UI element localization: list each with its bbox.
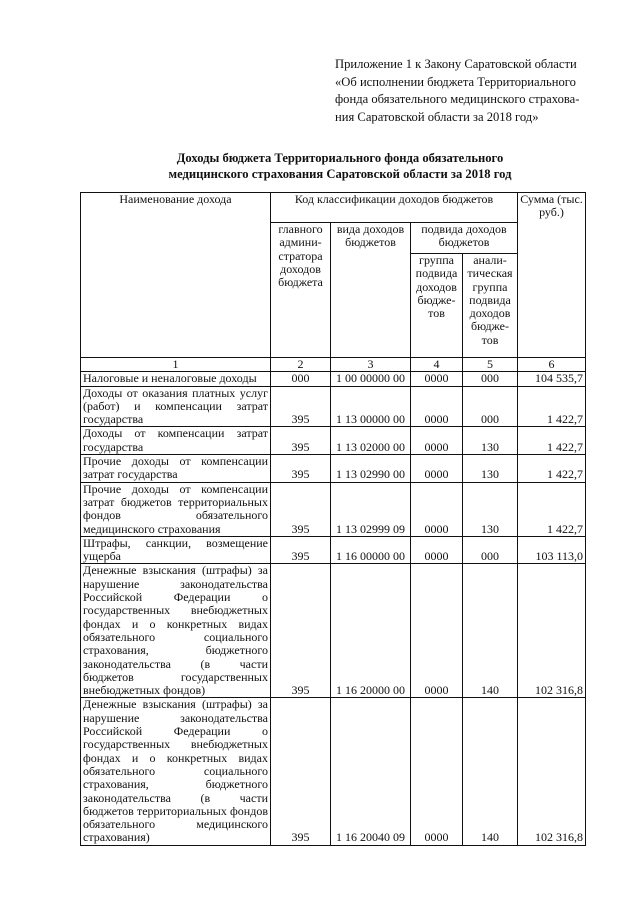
header-row — [81, 193, 586, 223]
income-table — [80, 192, 586, 846]
income-name: Денежные взыскания (штрафы) за нарушение законодательства Российской Федерации о государственных внебюджетных фондах и о конкретных видах обязательного социального страхования, бюджетного законодательства (в части бюджетов государственных внебюджетных фондов) — [81, 564, 271, 698]
analytic-code: 000 — [463, 386, 518, 427]
header-sum: Сумма (тыс. руб.) — [518, 193, 586, 358]
income-name: Прочие доходы от компенсации затрат государства — [81, 455, 271, 483]
sum-value: 1 422,7 — [518, 386, 586, 427]
admin-code: 395 — [271, 386, 331, 427]
group-code: 0000 — [411, 386, 463, 427]
kind-code: 1 00 00000 00 — [331, 372, 411, 386]
admin-code: 395 — [271, 482, 331, 536]
analytic-code: 000 — [463, 372, 518, 386]
appendix-line: «Об исполнении бюджета Территориального — [335, 74, 576, 89]
income-name: Штрафы, санкции, возмещение ущерба — [81, 536, 271, 564]
table-row — [81, 536, 586, 564]
header-admin: главного админи- стратора доходов бюджета — [271, 223, 331, 358]
group-code: 0000 — [411, 564, 463, 698]
column-number: 4 — [411, 358, 463, 372]
header-analytic: анали- тическая группа подвида доходов бюдже- тов — [463, 254, 518, 358]
sum-value: 102 316,8 — [518, 564, 586, 698]
group-code: 0000 — [411, 482, 463, 536]
title-line: Доходы бюджета Территориального фонда обязательного — [176, 151, 504, 165]
group-code: 0000 — [411, 698, 463, 845]
column-number: 5 — [463, 358, 518, 372]
sum-value: 102 316,8 — [518, 698, 586, 845]
table-row — [81, 482, 586, 536]
header-subkind: подвида доходов бюджетов — [411, 223, 518, 254]
column-number: 6 — [518, 358, 586, 372]
sum-value: 1 422,7 — [518, 455, 586, 483]
sum-value: 103 113,0 — [518, 536, 586, 564]
admin-code: 000 — [271, 372, 331, 386]
group-code: 0000 — [411, 372, 463, 386]
kind-code: 1 16 20040 09 — [331, 698, 411, 845]
kind-code: 1 16 20000 00 — [331, 564, 411, 698]
admin-code: 395 — [271, 427, 331, 455]
column-number-row — [81, 358, 586, 372]
appendix-line: ния Саратовской области за 2018 год» — [335, 109, 539, 124]
income-name: Доходы от оказания платных услуг (работ) и компенсации затрат государства — [81, 386, 271, 427]
appendix-note — [335, 56, 625, 126]
group-code: 0000 — [411, 427, 463, 455]
table-row — [81, 372, 586, 386]
kind-code: 1 16 00000 00 — [331, 536, 411, 564]
income-name: Прочие доходы от компенсации затрат бюджетов территориальных фондов обязательного медицинского страхования — [81, 482, 271, 536]
column-number: 1 — [81, 358, 271, 372]
income-name: Доходы от компенсации затрат государства — [81, 427, 271, 455]
appendix-line: фонда обязательного медицинского страхова- — [335, 92, 580, 106]
group-code: 0000 — [411, 536, 463, 564]
analytic-code: 140 — [463, 564, 518, 698]
header-code: Код классификации доходов бюджетов — [271, 193, 518, 223]
kind-code: 1 13 00000 00 — [331, 386, 411, 427]
income-name: Денежные взыскания (штрафы) за нарушение законодательства Российской Федерации о государственных внебюджетных фондах и о конкретных видах обязательного социального страхования, бюджетного законодательства (в части бюджетов территориальных фондов обязательного медицинского страхования) — [81, 698, 271, 845]
table-row — [81, 386, 586, 427]
analytic-code: 130 — [463, 482, 518, 536]
sum-value: 1 422,7 — [518, 482, 586, 536]
appendix-line: Приложение 1 к Закону Саратовской области — [335, 57, 577, 71]
admin-code: 395 — [271, 698, 331, 845]
analytic-code: 130 — [463, 455, 518, 483]
header-name: Наименование дохода — [81, 193, 271, 358]
table-row — [81, 427, 586, 455]
analytic-code: 000 — [463, 536, 518, 564]
header-group: группа подвида доходов бюдже- тов — [411, 254, 463, 358]
group-code: 0000 — [411, 455, 463, 483]
table-row — [81, 564, 586, 698]
kind-code: 1 13 02990 00 — [331, 455, 411, 483]
income-name: Налоговые и неналоговые доходы — [81, 372, 271, 386]
column-number: 2 — [271, 358, 331, 372]
admin-code: 395 — [271, 455, 331, 483]
analytic-code: 130 — [463, 427, 518, 455]
document-title — [60, 150, 620, 182]
analytic-code: 140 — [463, 698, 518, 845]
sum-value: 104 535,7 — [518, 372, 586, 386]
sum-value: 1 422,7 — [518, 427, 586, 455]
admin-code: 395 — [271, 564, 331, 698]
header-kind: вида доходов бюджетов — [331, 223, 411, 358]
kind-code: 1 13 02999 09 — [331, 482, 411, 536]
title-line: медицинского страхования Саратовской области за 2018 год — [168, 167, 512, 181]
table-row — [81, 698, 586, 845]
kind-code: 1 13 02000 00 — [331, 427, 411, 455]
admin-code: 395 — [271, 536, 331, 564]
column-number: 3 — [331, 358, 411, 372]
table-row — [81, 455, 586, 483]
